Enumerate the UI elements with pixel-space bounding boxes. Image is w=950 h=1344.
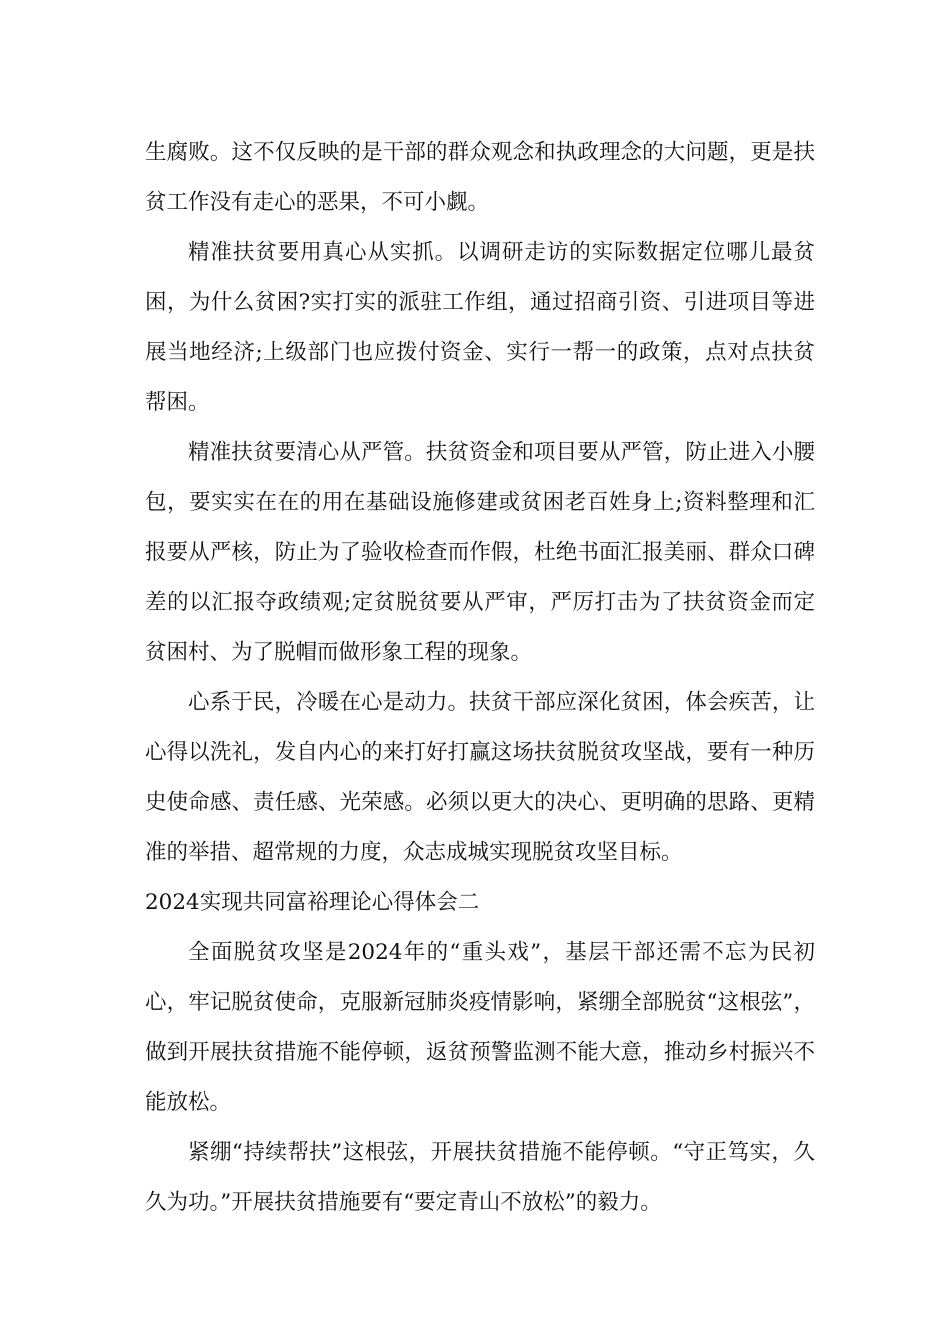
document-body	[145, 128, 815, 1228]
paragraph-4: 心系于民，冷暖在心是动力。扶贫干部应深化贫困，体会疾苦，让心得以洗礼，发自内心的来打好打赢这场扶贫脱贫攻坚战，要有一种历史使命感、责任感、光荣感。必须以更大的决心、更明确的思路、更精准的举措、超常规的力度，众志成城实现脱贫攻坚目标。	[145, 690, 815, 865]
paragraph-1: 生腐败。这不仅反映的是干部的群众观念和执政理念的大问题，更是扶贫工作没有走心的恶果，不可小觑。	[145, 140, 815, 215]
paragraph-3: 精准扶贫要清心从严管。扶贫资金和项目要从严管，防止进入小腰包，要实实在在的用在基础设施修建或贫困老百姓身上;资料整理和汇报要从严核，防止为了验收检查而作假，杜绝书面汇报美丽、群众口碑差的以汇报夺政绩观;定贫脱贫要从严审，严厉打击为了扶贫资金而定贫困村、为了脱帽而做形象工程的现象。	[145, 440, 815, 665]
section-title: 2024实现共同富裕理论心得体会二	[145, 890, 480, 915]
paragraph-6: 紧绷“持续帮扶”这根弦，开展扶贫措施不能停顿。“守正笃实，久久为功。”开展扶贫措施要有“要定青山不放松”的毅力。	[145, 1140, 815, 1215]
paragraph-2: 精准扶贫要用真心从实抓。以调研走访的实际数据定位哪儿最贫困，为什么贫困?实打实的派驻工作组，通过招商引资、引进项目等进展当地经济;上级部门也应拨付资金、实行一帮一的政策，点对点扶贫帮困。	[145, 240, 815, 415]
paragraph-5: 全面脱贫攻坚是2024年的“重头戏”，基层干部还需不忘为民初心，牢记脱贫使命，克服新冠肺炎疫情影响，紧绷全部脱贫“这根弦”，做到开展扶贫措施不能停顿，返贫预警监测不能大意，推动乡村振兴不能放松。	[145, 940, 815, 1115]
